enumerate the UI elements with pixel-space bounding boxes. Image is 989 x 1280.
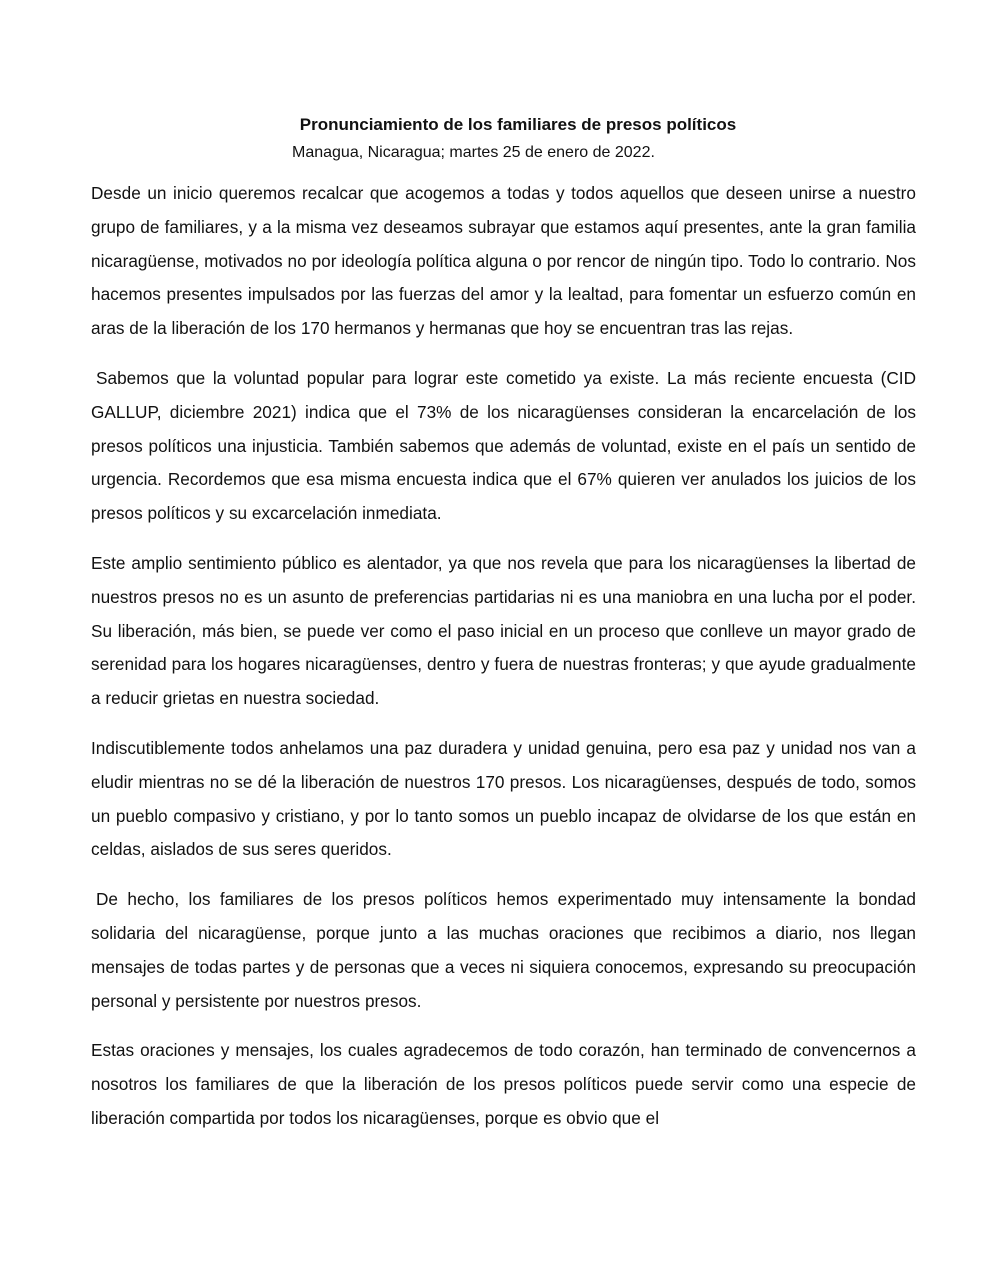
paragraph-4: Indiscutiblemente todos anhelamos una paz duradera y unidad genuina, pero esa paz y unidad nos van a eludir mientras no se dé la liberación de nuestros 170 presos. Los nicaragüenses, después de todo, somos un pueblo compasivo y cristiano, y por lo tanto somos un pueblo incapaz de olvidarse de los que están en celdas, aislados de sus seres queridos. bbox=[91, 737, 916, 860]
document-title: Pronunciamiento de los familiares de presos políticos bbox=[299, 115, 737, 134]
paragraph-3: Este amplio sentimiento público es alentador, ya que nos revela que para los nicaragüenses la libertad de nuestros presos no es un asunto de preferencias partidarias ni es una maniobra en una lucha por el poder. Su liberación, más bien, se puede ver como el paso inicial en un proceso que conlleve un mayor grado de serenidad para los hogares nicaragüenses, dentro y fuera de nuestras fronteras; y que ayude gradualmente a reducir grietas en nuestra sociedad. bbox=[91, 552, 916, 709]
paragraph-5: De hecho, los familiares de los presos políticos hemos experimentado muy intensamente la bondad solidaria del nicaragüense, porque junto a las muchas oraciones que recibimos a diario, nos llegan mensajes de todas partes y de personas que a veces ni siquiera conocemos, expresando su preocupación personal y persistente por nuestros presos. bbox=[91, 889, 916, 1011]
paragraph-1: Desde un inicio queremos recalcar que acogemos a todas y todos aquellos que deseen unirse a nuestro grupo de familiares, y a la misma vez deseamos subrayar que estamos aquí presentes, ante la gran familia nicaragüense, motivados no por ideología política alguna o por rencor de ningún tipo. Todo lo contrario. Nos hacemos presentes impulsados por las fuerzas del amor y la lealtad, para fomentar un esfuerzo común en aras de la liberación de los 170 hermanos y hermanas que hoy se encuentran tras las rejas. bbox=[91, 183, 916, 339]
paragraph-2: Sabemos que la voluntad popular para lograr este cometido ya existe. La más reciente encuesta (CID GALLUP, diciembre 2021) indica que el 73% de los nicaragüenses consideran la encarcelación de los presos políticos una injusticia. También sabemos que además de voluntad, existe en el país un sentido de urgencia. Recordemos que esa misma encuesta indica que el 67% quieren ver anulados los juicios de los presos políticos y su excarcelación inmediata. bbox=[91, 367, 916, 524]
place-date: Managua, Nicaragua; martes 25 de enero de 2022. bbox=[292, 144, 655, 161]
document-body bbox=[91, 177, 916, 1152]
paragraph-6: Estas oraciones y mensajes, los cuales agradecemos de todo corazón, han terminado de convencernos a nosotros los familiares de que la liberación de los presos políticos puede servir como una especie de liberación compartida por todos los nicaragüenses, porque es obvio que el bbox=[91, 1040, 916, 1128]
